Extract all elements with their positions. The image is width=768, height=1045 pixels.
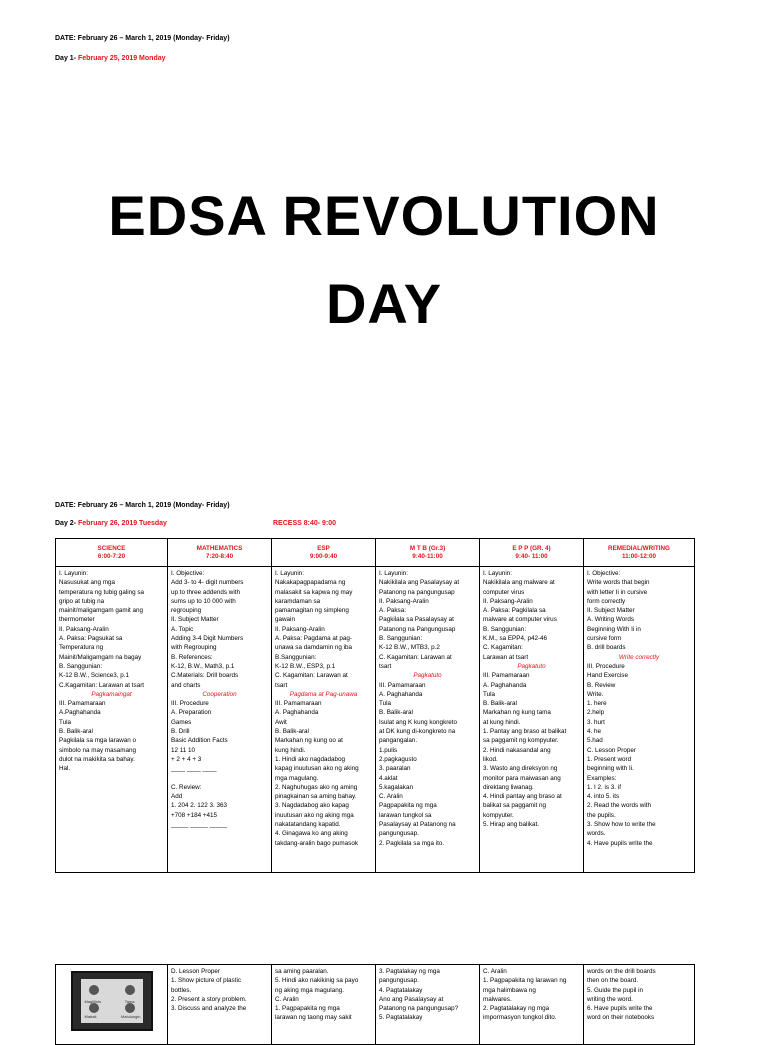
subject-header: E P P (GR. 4) 9:40- 11:00: [480, 539, 584, 567]
cell-text-line: kompyuter.: [483, 811, 514, 819]
cell-text-line: nakatatandang kapatid.: [275, 821, 341, 829]
mtb-cell-continued: [376, 965, 480, 1045]
cell-text-line: III. Procedure: [171, 700, 209, 708]
cell-text-line: and charts: [171, 681, 201, 689]
cell-text-line: A. Paghahanda: [275, 709, 319, 717]
cell-text-line: I. Layunin:: [379, 570, 409, 577]
cell-text-line: Awit: [275, 718, 287, 726]
esp-cell: [272, 567, 376, 873]
cell-text-line: Tula: [379, 700, 392, 708]
cell-text-line: ng aking mga magulang.: [275, 986, 344, 994]
remedial-writing-cell-continued: [584, 965, 695, 1045]
cell-text-line: A. Paghahanda: [379, 690, 423, 698]
cell-text-line: Larawan at tsart: [483, 653, 529, 661]
cell-text-line: takdang-aralin bago pumasok: [275, 839, 358, 847]
cell-text-line: D. Lesson Proper: [171, 968, 221, 975]
cell-text-line: Pagkilala sa Pasalaysay at: [379, 616, 454, 624]
holiday-title-line1: EDSA REVOLUTION: [108, 184, 660, 247]
cell-text-line: kung hindi.: [275, 746, 306, 754]
cell-text-line: sa aming paaralan.: [275, 968, 329, 975]
cell-text-line: Write words that begin: [587, 579, 650, 587]
cell-text-line: Temperatura ng: [59, 644, 104, 652]
lesson-row-continued: [56, 965, 695, 1045]
cell-text-line: kapag inuutusan ako ng aking: [275, 765, 359, 773]
cell-text-line: 6. Have pupils write the: [587, 1005, 653, 1013]
recess-label: RECESS 8:40- 9:00: [273, 520, 337, 527]
cell-text-line: I. Objective:: [587, 570, 621, 577]
cell-text-line: K-12 B.W., MTB3, p.2: [379, 644, 440, 652]
cell-text-line: tsart: [275, 681, 288, 689]
lesson-plan-table: [55, 538, 695, 873]
cell-text-line: C. Kagamitan: Larawan at: [379, 653, 452, 661]
cell-text-line: Adding 3-4 Digit Numbers: [171, 635, 244, 643]
cell-text-line: C.Materials: Drill boards: [171, 672, 239, 680]
cell-text-line: 1. 204 2. 122 3. 363: [171, 802, 228, 810]
cell-text-line: III. Pamamaraan: [483, 672, 530, 680]
cell-text-line: A. Preparation: [171, 709, 212, 717]
cell-text-line: 4.aklat: [379, 774, 398, 782]
cell-text-line: malasakit sa kapwa ng may: [275, 588, 353, 596]
cell-text-line: A. Paksa: Pagsukat sa: [59, 635, 123, 643]
cell-text-line: writing the word.: [587, 995, 633, 1003]
cell-text-line: B. Balik-aral: [379, 709, 413, 717]
cell-text-line: 3. Discuss and analyze the: [171, 1005, 247, 1013]
cell-text-line: 3. Show how to write the: [587, 821, 656, 829]
cell-text-line: pangungusap.: [379, 977, 419, 985]
day2-label: Day 2-: [55, 520, 78, 527]
cell-text-line: III. Pamamaraan: [275, 700, 322, 708]
cell-text-line: I. Layunin:: [483, 570, 513, 577]
cell-text-line: 1. I 2. is 3. if: [587, 783, 621, 791]
cell-text-line: 3. hurt: [587, 718, 605, 726]
cell-text-line: with letter Ii in cursive: [587, 588, 648, 596]
lesson-row: [56, 567, 695, 873]
cell-text-line: 1. Hindi ako nagdadabog: [275, 755, 346, 763]
cell-text-line: 4. into 5. its: [587, 793, 620, 801]
date-line-2: DATE: February 26 – March 1, 2019 (Monday- Friday): [55, 502, 230, 509]
cell-text-line: A. Paksa:: [379, 607, 406, 615]
cell-text-line: Pagkilala sa mga larawan o: [59, 737, 137, 745]
cell-text-line: malware at computer virus: [483, 616, 557, 624]
cell-text-line: C. Kagamitan:: [483, 644, 523, 652]
cell-text-line: _____ _____ _____: [171, 821, 228, 829]
cell-text-line: with Regrouping: [171, 644, 217, 652]
subject-header: SCIENCE 6:00-7:20: [56, 539, 168, 567]
cell-text-line: B. Sanggunian:: [483, 625, 527, 633]
cell-text-line: tsart: [379, 662, 392, 670]
cell-text-line: B. Review: [587, 681, 616, 689]
cell-text-line: cursive form: [587, 635, 622, 643]
subject-header: ESP 9:00-9:40: [272, 539, 376, 567]
cell-text-line: Hand Exercise: [587, 672, 628, 680]
cell-text-line: B. References:: [171, 653, 213, 661]
cell-text-line: 5. Pagtatalakay: [379, 1014, 423, 1022]
cell-text-line: 4. Have pupils write the: [587, 839, 653, 847]
cell-text-line: II. Paksang-Aralin: [483, 597, 533, 605]
cell-text-line: Patanong na Pangungusap: [379, 625, 456, 633]
cell-text-line: 1.pulis: [379, 746, 398, 754]
cell-text-line: B. Balik-aral: [483, 700, 517, 708]
cell-text-line: Add 3- to 4- digit numbers: [171, 579, 244, 587]
cell-text-line: I. Objective:: [171, 570, 205, 577]
epp-cell-continued: [480, 965, 584, 1045]
cell-text-line: A. Paksa: Pagkilala sa: [483, 607, 546, 615]
epp-cell: [480, 567, 584, 873]
cell-text-line: Write.: [587, 690, 604, 698]
cell-text-line: Pagkatuto: [413, 672, 442, 680]
cell-text-line: Isulat ang K kung kongkreto: [379, 718, 458, 726]
cell-text-line: mainit/maligamgam gamit ang: [59, 607, 143, 615]
holiday-title-line2: DAY: [325, 272, 443, 335]
cell-text-line: C.Kagamitan: Larawan at tsart: [59, 681, 145, 689]
cell-text-line: K-12 B.W., Science3, p.1: [59, 672, 130, 680]
cell-text-line: Ano ang Pasalaysay at: [379, 995, 444, 1003]
lesson-plan-table-continued: [55, 964, 695, 1045]
subject-header: MATHEMATICS 7:20-8:40: [168, 539, 272, 567]
cell-text-line: Pasalaysay at Patanong na: [379, 821, 456, 829]
cell-text-line: words.: [587, 830, 606, 838]
cell-text-line: words on the drill boards: [587, 968, 656, 975]
cell-text-line: I. Layunin:: [59, 570, 89, 577]
cell-text-line: monitor para maiwasan ang: [483, 774, 561, 782]
cell-text-line: A. Paksa: Pagdama at pag-: [275, 635, 353, 643]
cell-text-line: mga halimbawa ng: [483, 986, 536, 994]
cell-text-line: Markahan ng kung tama: [483, 709, 551, 717]
poster-image-cell: [56, 965, 168, 1045]
cell-text-line: B. Sanggunian:: [59, 662, 103, 670]
cell-text-line: Tula: [59, 718, 72, 726]
cell-text-line: 1. Show picture of plastic: [171, 977, 242, 985]
cell-text-line: 2. Pagtatalakay ng mga: [483, 1005, 550, 1013]
cell-text-line: Nakikilala ang Pasalaysay at: [379, 579, 460, 587]
cell-text-line: 5. Hindi ako nakikinig sa payo: [275, 977, 359, 985]
cell-text-line: at kung hindi.: [483, 718, 521, 726]
cell-text-line: A. Writing Words: [587, 616, 635, 624]
cell-text-line: 5. Guide the pupil in: [587, 986, 644, 994]
cell-text-line: 2. Read the words with: [587, 802, 652, 810]
cell-text-line: Pagkamaingat: [91, 690, 132, 698]
cell-text-line: form correctly: [587, 597, 626, 605]
cell-text-line: Markahan ng kung oo at: [275, 737, 343, 745]
cell-text-line: Tula: [483, 690, 496, 698]
cell-text-line: B. Balik-aral: [59, 728, 93, 736]
cell-text-line: +708 +184 +415: [171, 811, 218, 819]
subject-header: REMEDIAL/WRITING 11:00-12:00: [584, 539, 695, 567]
cell-text-line: III. Pamamaraan: [59, 700, 106, 708]
cell-text-line: + 2 + 4 + 3: [171, 755, 202, 763]
cell-text-line: ____ ____ ____: [171, 765, 217, 773]
science-cell: [56, 567, 168, 873]
cell-text-line: 1. Pantay ang braso at balikat: [483, 728, 567, 736]
day2-date: February 26, 2019 Tuesday: [77, 520, 167, 527]
cell-text-line: I. Layunin:: [275, 570, 305, 577]
cell-text-line: III. Pamamaraan: [379, 681, 426, 689]
cell-text-line: B. drill boards: [587, 644, 626, 652]
cell-text-line: 3. paaralan: [379, 765, 411, 773]
cell-text-line: then on the board.: [587, 977, 639, 985]
cell-text-line: Add: [171, 793, 183, 801]
cell-text-line: B. Balik-aral: [275, 728, 309, 736]
cell-text-line: Nasusukat ang mga: [59, 579, 116, 587]
cell-text-line: balikat sa paggamit ng: [483, 802, 547, 810]
cell-text-line: 2. Hindi nakasandal ang: [483, 746, 551, 754]
cell-text-line: 1. here: [587, 700, 607, 708]
cell-text-line: 5.kagalakan: [379, 783, 413, 791]
cell-text-line: Pagpapakita ng mga: [379, 802, 437, 810]
cell-text-line: thermometer: [59, 616, 95, 624]
mtb-cell: [376, 567, 480, 873]
cell-text-line: simbolo na may masamang: [59, 746, 136, 754]
cell-text-line: gripo at tubig na: [59, 597, 105, 605]
esp-cell-continued: [272, 965, 376, 1045]
day1-date: February 25, 2019 Monday: [77, 55, 166, 62]
cell-text-line: C. Lesson Proper: [587, 746, 637, 754]
cell-text-line: Basic Addition Facts: [171, 737, 228, 745]
cell-text-line: Nakikilala ang malware at: [483, 579, 555, 587]
cell-text-line: Games: [171, 718, 192, 726]
subject-header: M T B (Gr.3) 9:40-11:00: [376, 539, 480, 567]
cell-text-line: gawain: [275, 616, 295, 624]
cell-text-line: B. Sanggunian:: [379, 635, 423, 643]
remedial-writing-cell: [584, 567, 695, 873]
cell-text-line: C. Aralin: [483, 968, 507, 975]
cell-text-line: II. Paksang-Aralin: [379, 597, 429, 605]
cell-text-line: 5.had: [587, 737, 603, 745]
cell-text-line: 2. Present a story problem.: [171, 995, 247, 1003]
cell-text-line: 4. Ginagawa ko ang aking: [275, 830, 348, 838]
cell-text-line: the pupils.: [587, 811, 616, 819]
cell-text-line: 2. Naghuhugas ako ng aming: [275, 783, 358, 791]
cell-text-line: pangungusap.: [379, 830, 419, 838]
day1-label: Day 1-: [55, 55, 78, 62]
mathematics-cell-continued: [168, 965, 272, 1045]
cell-text-line: C. Kagamitan: Larawan at: [275, 672, 348, 680]
cell-text-line: Pagdama at Pag-unawa: [289, 690, 358, 698]
cell-text-line: mga magulang.: [275, 774, 319, 782]
cell-text-line: C. Aralin: [379, 793, 403, 801]
cell-text-line: regrouping: [171, 607, 202, 615]
cell-text-line: K.M., sa EPP4, p42-46: [483, 635, 548, 643]
cell-text-line: at DK kung di-kongkreto na: [379, 728, 456, 736]
cell-text-line: 1. Pagpapakita ng mga: [275, 1005, 340, 1013]
cell-text-line: Pagkatuto: [517, 662, 546, 670]
cell-text-line: C. Aralin: [275, 995, 299, 1003]
subject-header-row: [56, 539, 695, 567]
cell-text-line: larawan tungkol sa: [379, 811, 432, 819]
cell-text-line: dulot na makikita sa bahay.: [59, 755, 135, 763]
cell-text-line: A. Paghahanda: [483, 681, 527, 689]
cell-text-line: C. Review:: [171, 783, 202, 791]
cell-text-line: Write correctly: [618, 653, 660, 661]
cell-text-line: 3. Pagtalakay ng mga: [379, 968, 440, 975]
cell-text-line: karamdaman sa: [275, 597, 321, 605]
cell-text-line: 5. Hirap ang balikat.: [483, 821, 540, 829]
cell-text-line: pamamagitan ng simpleng: [275, 607, 349, 615]
cell-text-line: 12 11 10: [171, 746, 196, 754]
cell-text-line: 4. Pagtatalakay: [379, 986, 423, 994]
cell-text-line: Patanong na pangungusap?: [379, 1005, 459, 1013]
cell-text-line: A.Paghahanda: [59, 709, 101, 717]
cell-text-line: A. Topic: [171, 625, 194, 633]
cell-text-line: sa paggamit ng kompyuter.: [483, 737, 559, 745]
cell-text-line: 3. Nagdadabog ako kapag: [275, 802, 349, 810]
cell-text-line: 1. Present word: [587, 755, 632, 763]
cell-text-line: temperatura ng tubig galing sa: [59, 588, 145, 596]
cell-text-line: bottles.: [171, 986, 192, 994]
cell-text-line: up to three addends with: [171, 588, 240, 596]
cell-text-line: beginning with Ii.: [587, 765, 634, 773]
cell-text-line: 4. he: [587, 728, 602, 736]
cell-text-line: computer virus: [483, 588, 525, 596]
cell-text-line: 2.pagkagusto: [379, 755, 417, 763]
cell-text-line: word on their notebooks: [587, 1014, 655, 1022]
cell-text-line: Nakakapagpapadama ng: [275, 579, 346, 587]
cell-text-line: unawa sa damdamin ng iba: [275, 644, 353, 652]
cell-text-line: B.Sanggunian:: [275, 653, 317, 661]
cell-text-line: II. Paksang-Aralin: [275, 625, 325, 633]
cell-text-line: K-12 B.W., ESP3, p.1: [275, 662, 336, 670]
cell-text-line: 4. Hindi pantay ang braso at: [483, 793, 562, 801]
day1-line: [55, 55, 166, 62]
cell-text-line: 2. Pagkilala sa mga ito.: [379, 839, 445, 847]
cell-text-line: K-12, B.W., Math3, p.1: [171, 662, 235, 670]
day2-line: [55, 520, 167, 527]
cell-text-line: Hal.: [59, 765, 71, 773]
cell-text-line: II. Subject Matter: [587, 607, 635, 615]
cell-text-line: 1. Pagpapakita ng larawan ng: [483, 977, 567, 985]
cell-text-line: III. Procedure: [587, 662, 625, 670]
cell-text-line: [171, 774, 268, 783]
values-poster-image: Maglilinis Tama Mabait Matulungin: [71, 971, 153, 1031]
cell-text-line: malwares.: [483, 995, 512, 1003]
cell-text-line: sums up to 10 000 with: [171, 597, 236, 605]
cell-text-line: Cooperation: [202, 690, 237, 698]
cell-text-line: inuutusan ako ng aking mga: [275, 811, 354, 819]
cell-text-line: 2.help: [587, 709, 605, 717]
cell-text-line: II. Subject Matter: [171, 616, 219, 624]
cell-text-line: larawan ng taong may sakit: [275, 1014, 352, 1022]
cell-text-line: likod.: [483, 755, 498, 763]
cell-text-line: 3. Wasto ang direksyon ng: [483, 765, 558, 773]
cell-text-line: II. Paksang-Aralin: [59, 625, 109, 633]
cell-text-line: Mainit/Maligamgam na bagay: [59, 653, 142, 661]
cell-text-line: direktang liwanag.: [483, 783, 534, 791]
cell-text-line: Patanong na pangungusap: [379, 588, 455, 596]
date-line: DATE: February 26 – March 1, 2019 (Monday- Friday): [55, 35, 230, 42]
cell-text-line: Examples:: [587, 774, 617, 782]
cell-text-line: B. Drill: [171, 728, 190, 736]
cell-text-line: pinagkainan sa aming bahay.: [275, 793, 357, 801]
cell-text-line: impormasyon tungkol dito.: [483, 1014, 557, 1022]
mathematics-cell: [168, 567, 272, 873]
cell-text-line: Beginning With Ii in: [587, 625, 641, 633]
cell-text-line: pangangalan.: [379, 737, 418, 745]
